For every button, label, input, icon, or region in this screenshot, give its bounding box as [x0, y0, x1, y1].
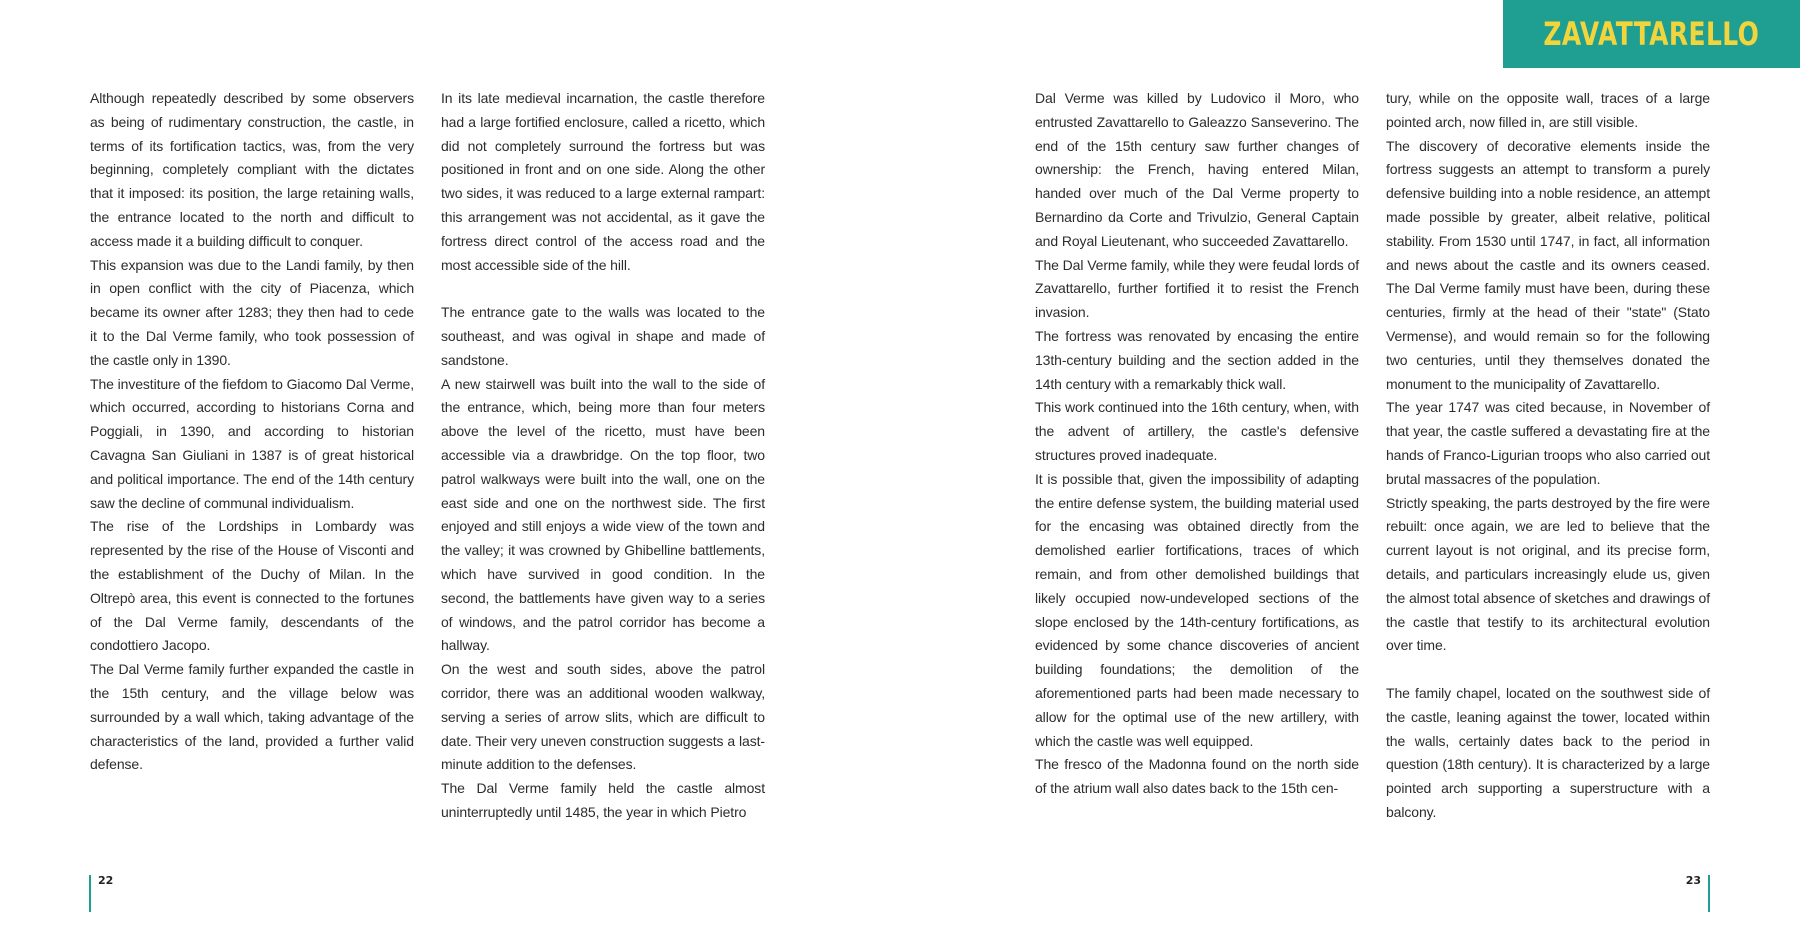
paragraph: It is possible that, given the impossibility of adapting the entire defense system, the building material used for the encasing was obtained directly from the demolished earlier fortifications, traces of which remain, and from other demolished buildings that likely occupied now-undeveloped sections of the slope enclosed by the 14th-century fortifications, as evidenced by some chance discoveries of ancient building foundations; the demolition of the aforementioned parts had been made necessary to allow for the optimal use of the new artillery, with which the castle was well equipped. — [1035, 470, 1359, 749]
paragraph: This work continued into the 16th century, when, with the advent of artillery, the castle's defensive structures proved inadequate. — [1035, 399, 1359, 463]
page-number-left: 22 — [98, 874, 114, 887]
paragraph: The rise of the Lordships in Lombardy was represented by the rise of the House of Visconti and the establishment of the Duchy of Milan. In the Oltrepò area, this event is connected to the fortunes of the Dal Verme family, descendants of the condottiero Jacopo. — [90, 518, 414, 654]
header-banner — [1503, 0, 1800, 68]
paragraph: The family chapel, located on the southwest side of the castle, leaning against the tower, located within the walls, certainly dates back to the period in question (18th century). It is characterized by a large pointed arch supporting a superstructure with a balcony. — [1386, 684, 1710, 820]
paragraph: The year 1747 was cited because, in November of that year, the castle suffered a devastating fire at the hands of Franco-Ligurian troops who also carried out brutal massacres of the population. — [1386, 399, 1710, 487]
paragraph: The entrance gate to the walls was located to the southeast, and was ogival in shape and made of sandstone. — [441, 304, 765, 368]
header-title: ZAVATTARELLO — [1543, 15, 1760, 53]
paragraph: The fresco of the Madonna found on the north side of the atrium wall also dates back to the 15th cen- — [1035, 756, 1359, 797]
text-column-2 — [441, 87, 765, 825]
page-number-right: 23 — [1685, 874, 1701, 887]
paragraph: The discovery of decorative elements inside the fortress suggests an attempt to transform a purely defensive building into a noble residence, an attempt made possible by greater, albeit relative, political stability. From 1530 until 1747, in fact, all information and news about the castle and its owners ceased. The Dal Verme family must have been, during these centuries, firmly at the head of their "state" (Stato Vermense), and would remain so for the following two centuries, until they themselves donated the monument to the municipality of Zavattarello. — [1386, 137, 1710, 392]
paragraph: The Dal Verme family further expanded the castle in the 15th century, and the village below was surrounded by a wall which, taking advantage of the characteristics of the land, provided a further valid defense. — [90, 661, 414, 773]
page-marker-left — [89, 875, 91, 912]
paragraph: The fortress was renovated by encasing the entire 13th-century building and the section added in the 14th century with a remarkably thick wall. — [1035, 327, 1359, 392]
page-marker-right — [1708, 875, 1710, 912]
paragraph: The Dal Verme family held the castle almost uninterruptedly until 1485, the year in which Pietro — [441, 780, 765, 820]
paragraph: On the west and south sides, above the patrol corridor, there was an additional wooden walkway, serving a series of arrow slits, which are difficult to date. Their very uneven construction suggests a last-minute addition to the defenses. — [441, 661, 765, 773]
paragraph: This expansion was due to the Landi family, by then in open conflict with the city of Piacenza, which became its owner after 1283; they then had to cede it to the Dal Verme family, who took possession of the castle only in 1390. — [90, 256, 414, 368]
paragraph: Strictly speaking, the parts destroyed by the fire were rebuilt: once again, we are led to believe that the current layout is not original, and its precise form, details, and particulars increasingly elude us, given the almost total absence of sketches and drawings of the castle that testify to its architectural evolution over time. — [1386, 494, 1710, 654]
paragraph: Although repeatedly described by some observers as being of rudimentary construction, the castle, in terms of its fortification tactics, was, from the very beginning, completely compliant with the dictates that it imposed: its position, the large retaining walls, the entrance located to the north and difficult to access made it a building difficult to conquer. — [90, 90, 414, 249]
paragraph: A new stairwell was built into the wall to the side of the entrance, which, being more than four meters above the level of the ricetto, must have been accessible via a drawbridge. On the top floor, two patrol walkways were built into the wall, one on the east side and one on the northwest side. The first enjoyed and still enjoys a wide view of the town and the valley; it was crowned by Ghibelline battlements, which have survived in good condition. In the second, the battlements have given way to a series of windows, and the patrol corridor has become a hallway. — [441, 375, 765, 654]
paragraph: tury, while on the opposite wall, traces of a large pointed arch, now filled in, are still visible. — [1386, 90, 1710, 130]
text-column-4 — [1386, 87, 1710, 825]
paragraph: In its late medieval incarnation, the castle therefore had a large fortified enclosure, called a ricetto, which did not completely surround the fortress but was positioned in front and on one side. Along the other two sides, it was reduced to a large external rampart: this arrangement was not accidental, as it gave the fortress direct control of the access road and the most accessible side of the hill. — [441, 90, 765, 273]
text-column-3 — [1035, 87, 1359, 801]
text-column-1 — [90, 87, 414, 777]
paragraph: Dal Verme was killed by Ludovico il Moro, who entrusted Zavattarello to Galeazzo Sanseverino. The end of the 15th century saw further changes of ownership: the French, having entered Milan, handed over much of the Dal Verme property to Bernardino da Corte and Trivulzio, General Captain and Royal Lieutenant, who succeeded Zavattarello. — [1035, 90, 1359, 249]
paragraph: The investiture of the fiefdom to Giacomo Dal Verme, which occurred, according to historians Corna and Poggiali, in 1390, and according to historian Cavagna San Giuliani in 1387 is of great historical and political importance. The end of the 14th century saw the decline of communal individualism. — [90, 375, 414, 511]
paragraph: The Dal Verme family, while they were feudal lords of Zavattarello, further fortified it to resist the French invasion. — [1035, 256, 1359, 321]
